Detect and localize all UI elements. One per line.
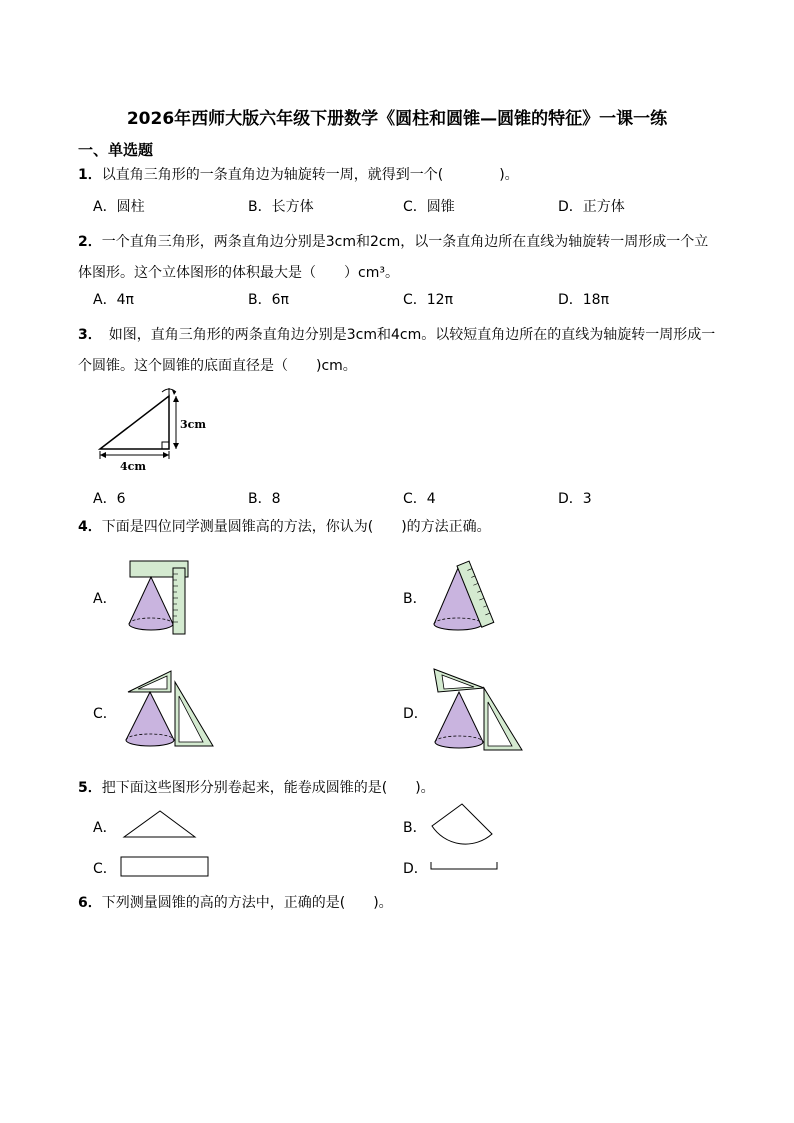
q4-option-d[interactable]: D． bbox=[403, 706, 428, 722]
sector-shape bbox=[426, 800, 496, 842]
q1-option-a[interactable]: A．圆柱 bbox=[93, 199, 145, 215]
q1-option-d[interactable]: D．正方体 bbox=[558, 199, 625, 215]
question-text: 下列测量圆锥的高的方法中，正确的是( )。 bbox=[101, 895, 393, 911]
q4-option-a[interactable]: A． bbox=[93, 591, 117, 607]
question-text: 以直角三角形的一条直角边为轴旋转一周，就得到一个( )。 bbox=[101, 167, 519, 183]
q1-option-c[interactable]: C．圆锥 bbox=[403, 199, 455, 215]
question-number: 6． bbox=[78, 895, 102, 911]
question-text: 下面是四位同学测量圆锥高的方法，你认为( )的方法正确。 bbox=[101, 519, 491, 535]
q5-option-c[interactable]: C． bbox=[93, 861, 117, 877]
q5-option-a[interactable]: A． bbox=[93, 820, 117, 836]
q2-option-c[interactable]: C．12π bbox=[403, 292, 454, 308]
section-heading: 一、单选题 bbox=[78, 141, 154, 159]
triangle-figure bbox=[92, 386, 222, 478]
q3-option-d[interactable]: D．3 bbox=[558, 491, 592, 507]
page-title: 2026年西师大版六年级下册数学《圆柱和圆锥—圆锥的特征》一课一练 bbox=[126, 109, 668, 129]
question-text: 如图，直角三角形的两条直角边分别是3cm和4cm。以较短直角边所在的直线为轴旋转一周形成一个圆锥。这个圆锥的底面直径是（ )cm。 bbox=[78, 327, 716, 374]
cone-triangle-figure-c bbox=[123, 668, 218, 752]
base-label: 4cm bbox=[120, 460, 146, 473]
question-4 bbox=[78, 517, 718, 538]
q2-option-d[interactable]: D．18π bbox=[558, 292, 610, 308]
cone-triangle-figure-d bbox=[430, 666, 525, 754]
question-number: 2． bbox=[78, 234, 102, 250]
question-number: 5． bbox=[78, 780, 102, 796]
q2-option-b[interactable]: B．6π bbox=[248, 292, 289, 308]
question-text: 把下面这些图形分别卷起来，能卷成圆锥的是( )。 bbox=[101, 780, 435, 796]
q2-option-a[interactable]: A．4π bbox=[93, 292, 134, 308]
side-label: 3cm bbox=[180, 418, 206, 431]
cone-ruler-figure-b bbox=[430, 560, 505, 638]
line-segment-shape bbox=[428, 858, 502, 874]
q5-option-d[interactable]: D． bbox=[403, 861, 428, 877]
question-3 bbox=[78, 320, 718, 382]
question-number: 3． bbox=[78, 327, 95, 343]
cone-ruler-figure-a bbox=[125, 558, 195, 638]
q3-option-c[interactable]: C．4 bbox=[403, 491, 436, 507]
q3-option-b[interactable]: B．8 bbox=[248, 491, 281, 507]
rectangle-shape bbox=[118, 855, 212, 879]
question-5 bbox=[78, 778, 718, 799]
q5-option-b[interactable]: B． bbox=[403, 820, 427, 836]
question-text: 一个直角三角形，两条直角边分别是3cm和2cm，以一条直角边所在直线为轴旋转一周形成一个立体图形。这个立体图形的体积最大是（ ）cm³。 bbox=[78, 234, 709, 281]
question-number: 1． bbox=[78, 167, 102, 183]
question-number: 4． bbox=[78, 519, 102, 535]
triangle-shape bbox=[120, 806, 200, 842]
question-1 bbox=[78, 165, 718, 186]
question-2 bbox=[78, 227, 718, 289]
q3-option-a[interactable]: A．6 bbox=[93, 491, 126, 507]
q4-option-b[interactable]: B． bbox=[403, 591, 427, 607]
question-6 bbox=[78, 893, 718, 914]
q1-option-b[interactable]: B．长方体 bbox=[248, 199, 314, 215]
q4-option-c[interactable]: C． bbox=[93, 706, 117, 722]
